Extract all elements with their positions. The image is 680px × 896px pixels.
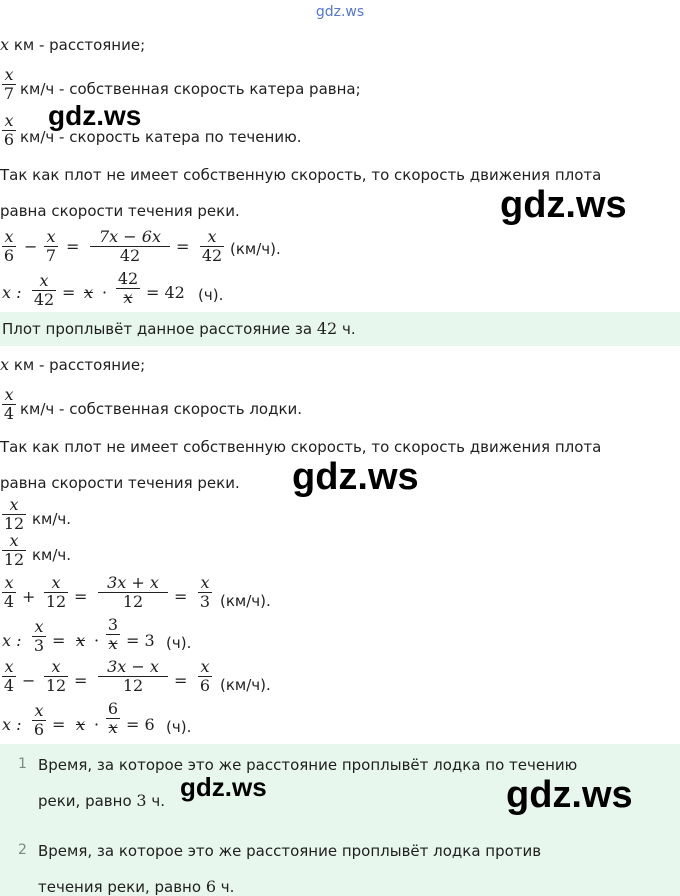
- answer-1-line: [2, 320, 356, 338]
- fraction-x-over-12-a: x 12: [3, 495, 25, 533]
- watermark-2: gdz.ws: [500, 184, 627, 226]
- fraction-x-over-4: x 4: [3, 385, 15, 423]
- watermark-5: gdz.ws: [506, 774, 633, 816]
- raft-text-4: равна скорости течения реки.: [0, 474, 240, 492]
- eq6-unit: (ч).: [166, 718, 192, 736]
- raft-text-3: Так как плот не имеет собственную скорость, то скорость движения плота: [0, 438, 602, 456]
- answer-item-2-line1: Время, за которое это же расстояние проплывёт лодка против: [38, 842, 542, 860]
- kmh-2: км/ч.: [32, 546, 72, 564]
- raft-text-1: Так как плот не имеет собственную скорость, то скорость движения плота: [0, 166, 602, 184]
- answer-1-band: [0, 312, 680, 346]
- answer-item-1-line1: Время, за которое это же расстояние проплывёт лодка по течению: [38, 756, 578, 774]
- answer-1-pre: Плот проплывёт данное расстояние за: [2, 320, 313, 338]
- fraction-x-over-12-b: x 12: [3, 531, 25, 569]
- answer-number-1: 1: [18, 756, 27, 772]
- eq3-unit: (км/ч).: [220, 592, 271, 610]
- distance-text: км - расстояние;: [13, 36, 146, 54]
- answer-item-2-value: 6: [205, 877, 217, 896]
- downstream-text: км/ч - скорость катера по течению.: [20, 128, 302, 146]
- answers-band: [0, 744, 680, 896]
- own-speed-text: км/ч - собственная скорость катера равна;: [20, 80, 361, 98]
- watermark-4: gdz.ws: [180, 772, 267, 802]
- answer-item-2-line2: течения реки, равно 6 ч.: [38, 877, 235, 896]
- raft-text-2: равна скорости течения реки.: [0, 202, 240, 220]
- answer-item-1-line2: реки, равно 3 ч.: [38, 791, 166, 810]
- eq2-unit: (ч).: [198, 286, 224, 304]
- distance-text-2: км - расстояние;: [13, 356, 146, 374]
- watermark-3: gdz.ws: [292, 456, 419, 498]
- header-watermark: gdz.ws: [315, 4, 365, 20]
- kmh-1: км/ч.: [32, 510, 72, 528]
- answer-item-1-value: 3: [136, 791, 147, 810]
- eq5-unit: (км/ч).: [220, 676, 271, 694]
- own-speed-text-2: км/ч - собственная скорость лодки.: [20, 400, 303, 418]
- answer-1-post: ч.: [342, 320, 356, 338]
- watermark-1: gdz.ws: [48, 100, 142, 131]
- answer-number-2: 2: [18, 842, 27, 858]
- fraction-x-over-6: x 6: [3, 111, 15, 149]
- distance-line-2: x км - расстояние;: [0, 355, 146, 374]
- eq4-unit: (ч).: [166, 634, 192, 652]
- answer-1-value: 42: [316, 319, 338, 338]
- distance-line: x км - расстояние;: [0, 35, 146, 54]
- eq1-unit: (км/ч).: [230, 240, 281, 258]
- fraction-x-over-7: x 7: [3, 65, 15, 103]
